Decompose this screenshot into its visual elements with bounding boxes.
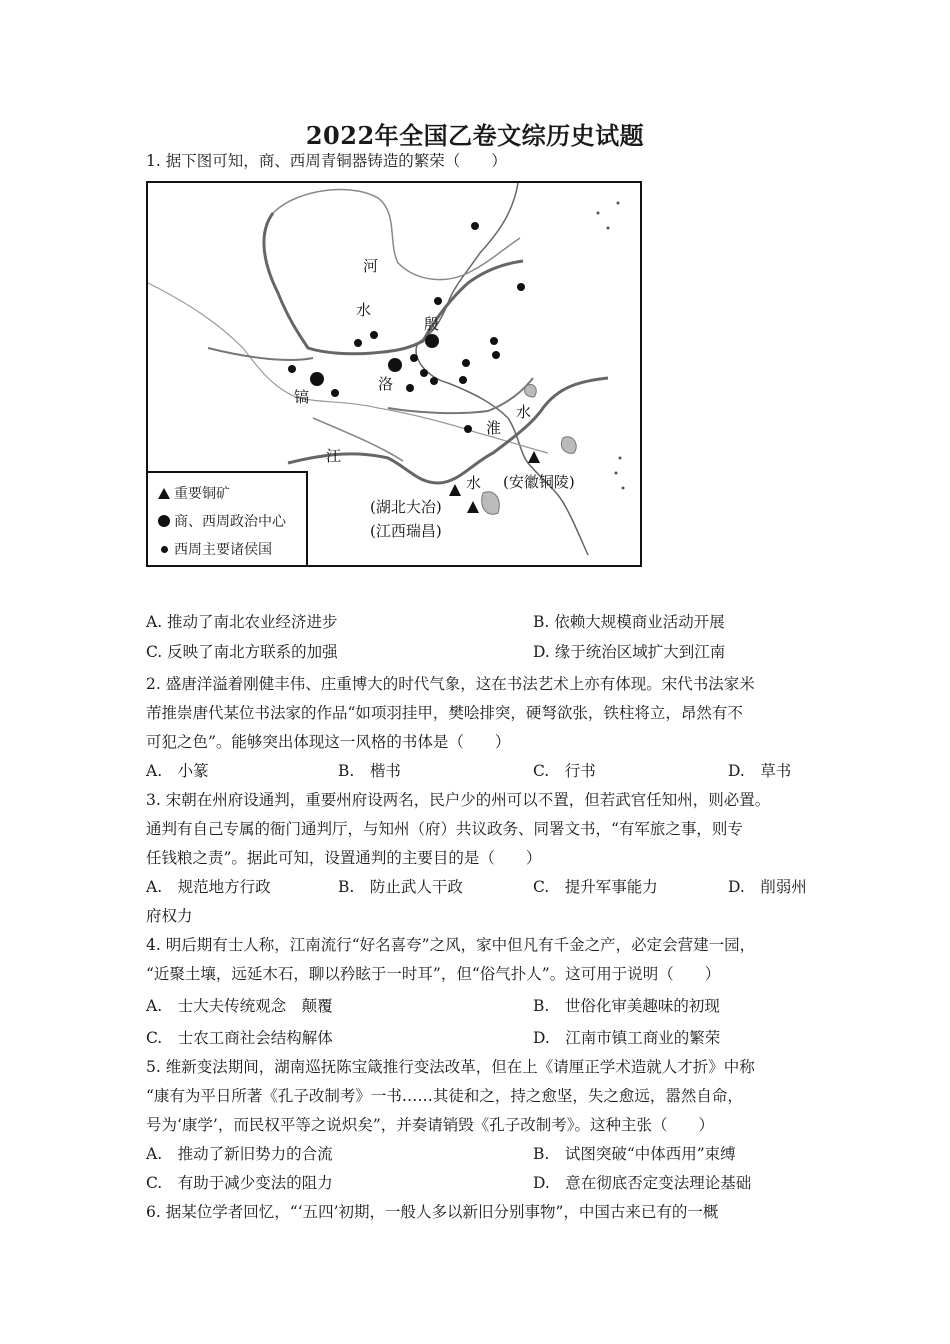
islet	[619, 457, 622, 460]
label-hao: 镐	[294, 388, 310, 406]
q3-line-3: 任钱粮之责”。据此可知，设置通判的主要目的是（ ）	[146, 849, 542, 867]
islet	[615, 472, 618, 475]
q3-option-a: A. 规范地方行政	[146, 878, 271, 896]
vassal-dot	[410, 354, 418, 362]
bronze-map	[146, 181, 642, 567]
large-dot-icon	[158, 515, 170, 527]
q5-line-1: 5. 维新变法期间，湖南巡抚陈宝箴推行变法改革，但在上《请厘正学术造就人才折》中称	[146, 1058, 755, 1076]
q4-option-b: B. 世俗化审美趣味的初现	[533, 997, 720, 1015]
q2-option-c: C. 行书	[533, 762, 596, 780]
q3-option-c: C. 提升军事能力	[533, 878, 658, 896]
label-shui-huai: 水	[516, 403, 532, 421]
q3-option-d: D. 削弱州	[728, 878, 807, 896]
q5-line-3: 号为‘康学’，而民权平等之说炽矣”，并奏请销毁《孔子改制考》。这种主张（ ）	[146, 1116, 715, 1134]
vassal-dot	[406, 384, 414, 392]
label-jiangxi-ruichang: (江西瑞昌)	[370, 522, 442, 540]
q2-line-2: 芾推崇唐代某位书法家的作品“如项羽挂甲，樊哙排突，硬弩欲张，铁柱将立，昂然有不	[146, 704, 743, 722]
q4-option-d: D. 江南市镇工商业的繁荣	[533, 1029, 721, 1047]
label-jiang: 江	[326, 447, 342, 465]
q1-option-b: B. 依赖大规模商业活动开展	[533, 613, 725, 631]
vassal-dot	[331, 389, 339, 397]
legend-row-vassal	[154, 535, 306, 563]
vassal-dot	[430, 377, 438, 385]
q5-option-d: D. 意在彻底否定变法理论基础	[533, 1174, 752, 1192]
vassal-dot	[464, 425, 472, 433]
coastline	[416, 183, 588, 555]
lake-taihu	[561, 437, 576, 454]
q4-option-a: A. 士大夫传统观念 颠覆	[146, 997, 333, 1015]
label-shui-yangtze: 水	[466, 474, 482, 492]
small-dot-icon	[161, 546, 168, 553]
islet	[597, 212, 600, 215]
triangle-icon	[158, 488, 170, 499]
label-hubei-daye: (湖北大冶)	[370, 498, 442, 516]
q5-option-a: A. 推动了新旧势力的合流	[146, 1145, 333, 1163]
q4-line-1: 4. 明后期有士人称，江南流行“好名喜夸”之风，家中但凡有千金之产，必定会营建一园，	[146, 936, 756, 954]
q5-option-c: C. 有助于减少变法的阻力	[146, 1174, 333, 1192]
mine-jiangxi	[467, 501, 479, 513]
label-huai: 淮	[486, 419, 502, 437]
vassal-dot	[462, 359, 470, 367]
label-he: 河	[363, 257, 379, 275]
map-legend	[148, 471, 308, 565]
q2-line-1: 2. 盛唐洋溢着刚健丰伟、庄重博大的时代气象，这在书法艺术上亦有体现。宋代书法家米	[146, 675, 755, 693]
page-title: 2022年全国乙卷文综历史试题	[305, 121, 645, 150]
q1-option-c: C. 反映了南北方联系的加强	[146, 643, 338, 661]
vassal-dot	[490, 337, 498, 345]
vassal-dot	[492, 351, 500, 359]
q1-option-a: A. 推动了南北农业经济进步	[146, 613, 338, 631]
q2-option-d: D. 草书	[728, 762, 792, 780]
q4-line-2: “近聚土壤，远延木石，聊以矜眩于一时耳”，但“俗气扑人”。这可用于说明（ ）	[146, 965, 721, 983]
q4-option-c: C. 士农工商社会结构解体	[146, 1029, 333, 1047]
q3-option-d-continued: 府权力	[146, 907, 193, 925]
islet	[617, 202, 620, 205]
vassal-dot	[471, 222, 479, 230]
wei-river	[208, 348, 313, 360]
center-luo	[388, 358, 402, 372]
q6-line-1: 6. 据某位学者回忆，“‘五四’初期，一般人多以新旧分别事物”，中国古来已有的一概	[146, 1203, 719, 1221]
q5-line-2: “康有为平日所著《孔子改制考》一书……其徒和之，持之愈坚，失之愈远，嚣然自命，	[146, 1087, 743, 1105]
vassal-dot	[517, 283, 525, 291]
center-yin	[425, 334, 439, 348]
vassal-dot	[354, 339, 362, 347]
yellow-river	[264, 213, 523, 354]
mine-hubei	[449, 484, 461, 496]
center-hao	[310, 372, 324, 386]
q1-stem: 1. 据下图可知，商、西周青铜器铸造的繁荣（ ）	[146, 152, 507, 170]
q2-option-a: A. 小篆	[146, 762, 209, 780]
legend-vassal-label: 西周主要诸侯国	[174, 542, 272, 558]
q3-line-2: 通判有自己专属的衙门通判厅，与知州（府）共议政务、同署文书，“有军旅之事，则专	[146, 820, 743, 838]
vassal-dot	[420, 369, 428, 377]
legend-mine-label: 重要铜矿	[174, 486, 230, 502]
label-luo: 洛	[378, 375, 394, 393]
legend-center-label: 商、西周政治中心	[174, 514, 286, 530]
q2-line-3: 可犯之色”。能够突出体现这一风格的书体是（ ）	[146, 733, 511, 751]
vassal-dot	[434, 297, 442, 305]
q1-option-d: D. 缘于统治区域扩大到江南	[533, 643, 726, 661]
label-shui-yellow: 水	[356, 301, 372, 319]
q3-option-b: B. 防止武人干政	[338, 878, 463, 896]
islet	[607, 227, 610, 230]
huai-river	[388, 378, 533, 413]
mine-anhui	[528, 451, 540, 463]
vassal-dot	[370, 331, 378, 339]
q2-option-b: B. 楷书	[338, 762, 401, 780]
q5-option-b: B. 试图突破“中体西用”束缚	[533, 1145, 736, 1163]
label-yin: 殷	[424, 315, 440, 333]
label-anhui-tongling: (安徽铜陵)	[503, 473, 575, 491]
vassal-dot	[288, 365, 296, 373]
legend-row-center	[154, 507, 306, 535]
q3-line-1: 3. 宋朝在州府设通判，重要州府设两名，民户少的州可以不置，但若武官任知州，则必置。	[146, 791, 771, 809]
lake-dongting	[482, 492, 500, 515]
legend-row-mine	[154, 479, 306, 507]
vassal-dot	[459, 376, 467, 384]
islet	[622, 487, 625, 490]
lake-hongze	[525, 384, 537, 397]
northern-border	[273, 190, 520, 280]
